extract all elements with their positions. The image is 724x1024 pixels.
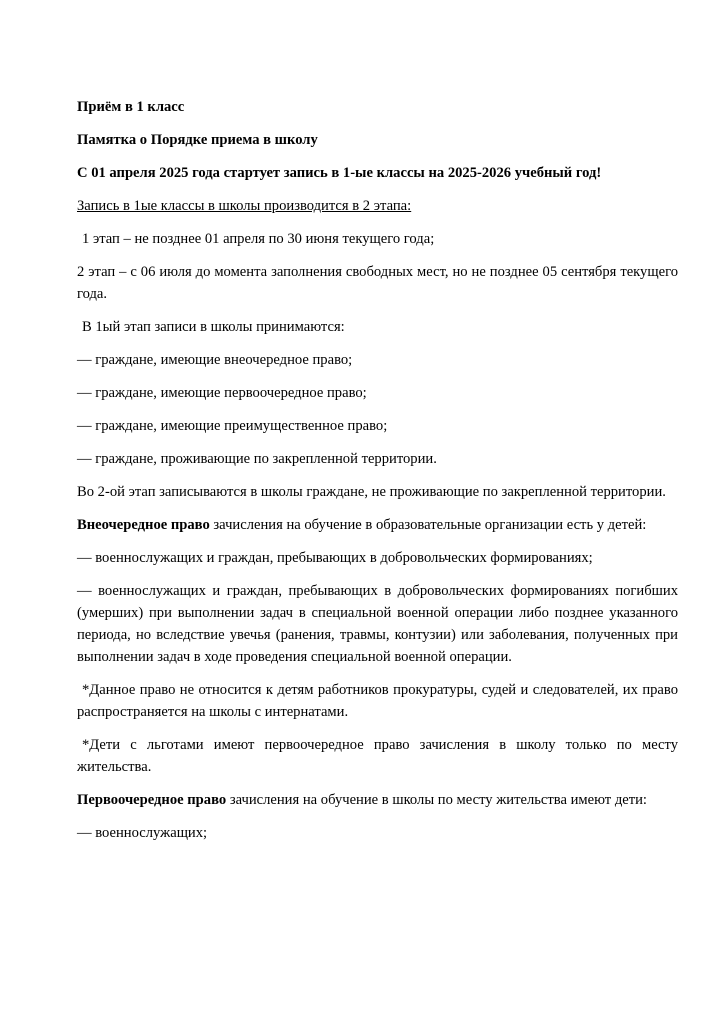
priority-right-lead: Первоочередное право [77, 792, 227, 808]
list-item-assigned-territory: — граждане, проживающие по закрепленной территории. [77, 451, 437, 467]
extraordinary-right-para [77, 514, 678, 536]
priority-right-rest: зачисления на обучение в школы по месту жительства имеют дети: [226, 792, 647, 808]
priority-right-para [77, 789, 678, 811]
extraordinary-right-rest: зачисления на обучение в образовательные организации есть у детей: [209, 517, 647, 533]
stage-1: 1 этап – не позднее 01 апреля по 30 июня текущего года; [82, 231, 435, 247]
second-stage-note: Во 2-ой этап записываются в школы граждане, не проживающие по закрепленной территории. [77, 484, 666, 500]
list-item-military-volunteers: — военнослужащих и граждан, пребывающих в добровольческих формированиях; [77, 550, 593, 566]
stages-intro: Запись в 1ые классы в школы производится в 2 этапа: [77, 198, 412, 214]
note-benefits-residence: *Дети с льготами имеют первоочередное право зачисления в школу только по месту жительства. [77, 737, 678, 775]
list-item-preferential-right: — граждане, имеющие преимущественное право; [77, 418, 388, 434]
first-stage-list-intro: В 1ый этап записи в школы принимаются: [82, 319, 345, 335]
announcement: С 01 апреля 2025 года стартует запись в 1-ые классы на 2025-2026 учебный год! [77, 165, 602, 181]
stage-2: 2 этап – с 06 июля до момента заполнения свободных мест, но не позднее 05 сентября текущего года. [77, 264, 678, 302]
page-title: Приём в 1 класс [77, 99, 185, 115]
note-prosecutors: *Данное право не относится к детям работников прокуратуры, судей и следователей, их право распространяется на школы с интернатами. [77, 682, 678, 720]
list-item-military: — военнослужащих; [77, 825, 208, 841]
list-item-military-deceased: — военнослужащих и граждан, пребывающих в добровольческих формированиях погибших (умерших) при выполнении задач в специальной военной операции либо позднее указанного периода, но вследствие увечья (ранения, травмы, контузии) или заболевания, полученных при выполнении задач в ходе проведения специальной военной операции. [77, 583, 678, 665]
list-item-extraordinary-right: — граждане, имеющие внеочередное право; [77, 352, 353, 368]
extraordinary-right-lead: Внеочередное право [77, 517, 210, 533]
list-item-priority-right: — граждане, имеющие первоочередное право; [77, 385, 367, 401]
memo-title: Памятка о Порядке приема в школу [77, 132, 318, 148]
